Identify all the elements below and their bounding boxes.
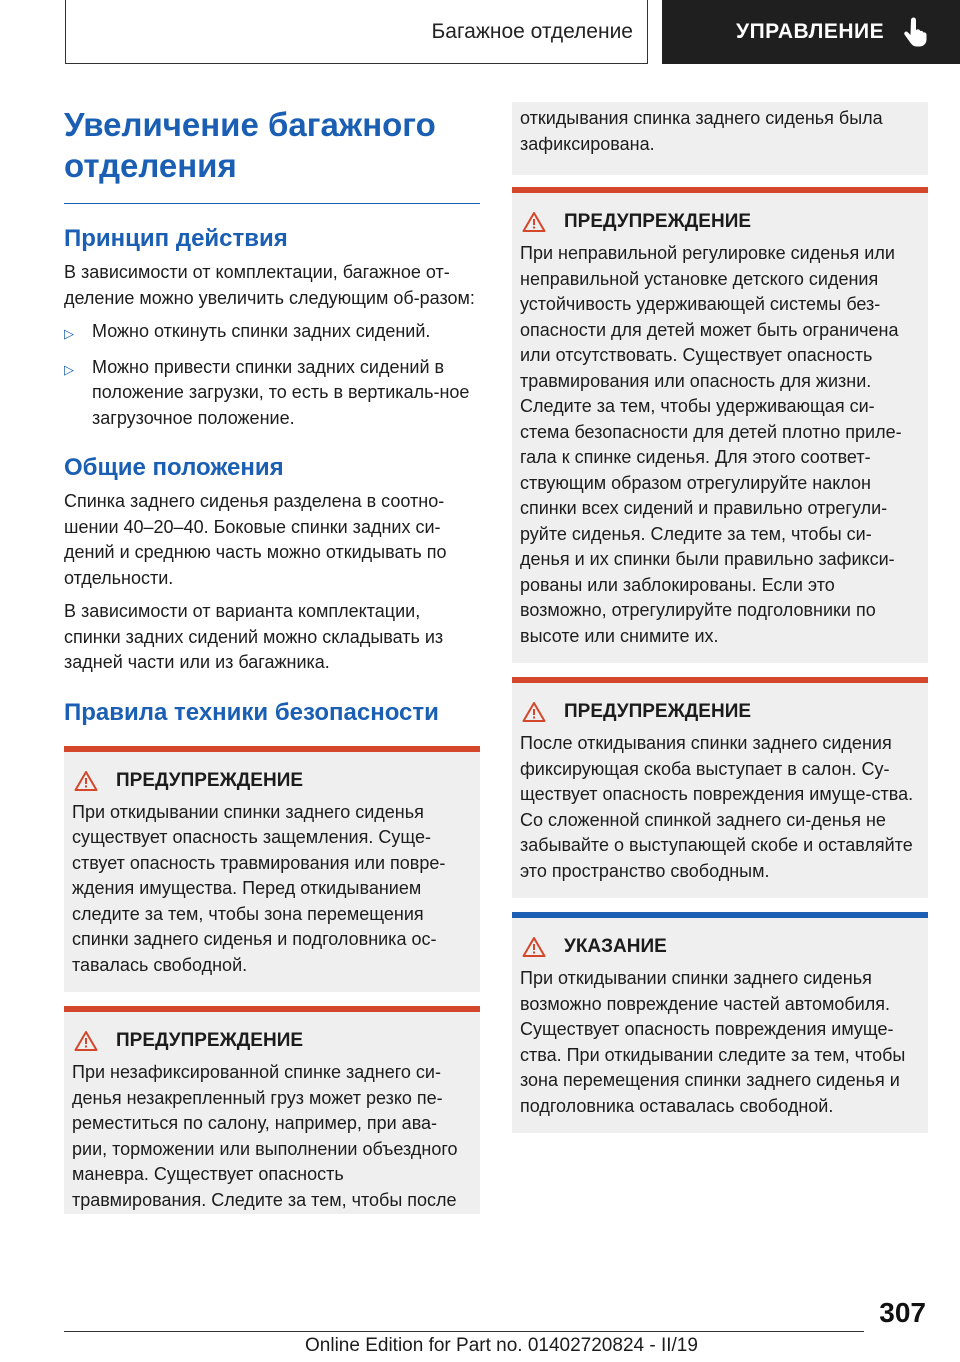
warning-triangle-icon xyxy=(522,701,546,723)
triangle-bullet-icon: ▷ xyxy=(64,361,74,377)
warning-text: После откидывания спинки заднего сидения фиксирующая скоба выступает в салон. Су-ществует опасность повреждения имуще-ства. Со сложенной спинкой заднего си-денья не забывайте о выступающей скобе и оставляйте это пространство свободным. xyxy=(520,733,914,881)
warning-box xyxy=(512,187,928,663)
footer-edition: Online Edition for Part no. 01402720824 - II/19 xyxy=(305,1335,698,1356)
warning-text: При неправильной регулировке сиденья или неправильной установке детского сидения устойчивость удерживающей системы без-опасности для детей может быть ограничена или отсутствовать. Существует опасность травмирования или опасность для жизни. Следите за тем, чтобы удерживающая си-стема безопасности для детей плотно приле-гала к спинке сиденья. Для этого соответ-ствующим образом отрегулируйте наклон спинки всех сидений и правильно отрегули-руйте сиденья. Следите за тем, чтобы си-денья и их спинки были правильно зафикси-рованы или заблокированы. Если это возможно, отрегулируйте подголовники по высоте или снимите их. xyxy=(520,243,902,646)
warning-title: ПРЕДУПРЕЖДЕНИЕ xyxy=(116,1030,304,1051)
heading-safety: Правила техники безопасности xyxy=(64,698,439,726)
warning-header xyxy=(72,770,470,792)
footer-divider xyxy=(64,1331,864,1332)
warning-box xyxy=(64,1006,480,1214)
list-item xyxy=(64,355,480,432)
warning-text: При незафиксированной спинке заднего си-денья незакрепленный груз может резко пе-реместиться по салону, например, при ава-рии, торможении или выполнении объездного маневра. Существует опасность травмирования. Следите за тем, чтобы после xyxy=(72,1062,458,1210)
header-section-label: Багажное отделение xyxy=(431,19,633,43)
page-number: 307 xyxy=(879,1297,926,1328)
warning-text: При откидывании спинки заднего сиденья существует опасность защемления. Суще-ствует опасность травмирования или повре-ждения имущества. Перед откидыванием следите за тем, чтобы зона перемещения спинки заднего сиденья и подголовника ос-тавалась свободной. xyxy=(72,801,446,975)
list-item-text: Можно привести спинки задних сидений в положение загрузки, то есть в вертикаль-ное загрузочное положение. xyxy=(92,356,470,428)
warning-header xyxy=(520,701,918,723)
heading-general: Общие положения xyxy=(64,454,284,481)
warning-box-continued xyxy=(512,102,928,175)
list-item-text: Можно откинуть спинки задних сидений. xyxy=(92,321,431,341)
header-section-tab xyxy=(65,0,648,64)
warning-triangle-icon xyxy=(74,1030,98,1052)
list-item xyxy=(64,319,480,347)
warning-box xyxy=(64,746,480,993)
warning-box xyxy=(512,677,928,898)
note-text: При откидывании спинки заднего сиденья возможно повреждение частей автомобиля. Существует опасность повреждения имуще-ства. При откидывании следите за тем, чтобы зона перемещения спинки заднего сиденья и подголовника оставалась свободной. xyxy=(520,968,906,1116)
warning-title: ПРЕДУПРЕЖДЕНИЕ xyxy=(564,701,752,722)
note-box xyxy=(512,912,928,1133)
hand-pointer-icon xyxy=(902,17,928,47)
note-triangle-icon xyxy=(522,936,546,958)
warning-title: ПРЕДУПРЕЖДЕНИЕ xyxy=(564,211,752,232)
warning-header xyxy=(72,1030,470,1052)
header-chapter-tab xyxy=(662,0,960,64)
note-header xyxy=(520,936,918,958)
left-column xyxy=(64,100,480,1214)
paragraph-general-1: Спинка заднего сиденья разделена в соотно-шении 40–20–40. Боковые спинки задних си-дений и среднюю часть можно откидывать по отдельности. xyxy=(64,491,447,588)
page-title: Увеличение багажного отделения xyxy=(64,100,480,204)
heading-principle: Принцип действия xyxy=(64,225,288,252)
header-chapter-label: УПРАВЛЕНИЕ xyxy=(736,20,885,43)
paragraph-principle: В зависимости от комплектации, багажное от-деление можно увеличить следующим об-разом: xyxy=(64,262,475,308)
warning-title: ПРЕДУПРЕЖДЕНИЕ xyxy=(116,769,304,791)
right-column xyxy=(512,102,928,1133)
warning-header xyxy=(520,211,918,233)
paragraph-general-2: В зависимости от варианта комплектации, спинки задних сидений можно складывать из задней части или из багажника. xyxy=(64,601,444,672)
triangle-bullet-icon: ▷ xyxy=(64,326,74,341)
note-title: УКАЗАНИЕ xyxy=(564,936,667,957)
warning-triangle-icon xyxy=(74,770,98,792)
warning-triangle-icon xyxy=(522,211,546,233)
warning-text-continued: откидывания спинка заднего сиденья была зафиксирована. xyxy=(520,108,883,154)
